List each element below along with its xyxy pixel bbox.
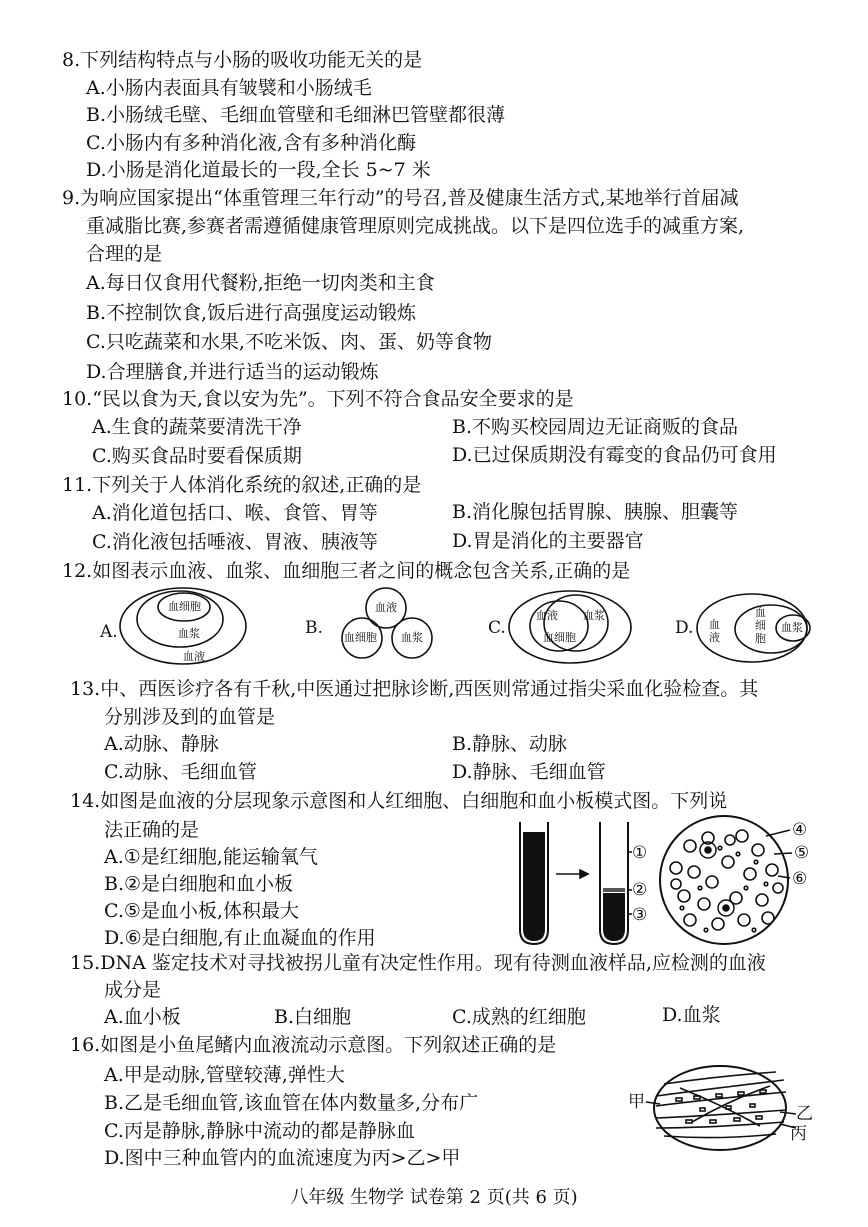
q11-stem: 11.下列关于人体消化系统的叙述,正确的是	[62, 474, 422, 496]
q10-option-d: D.已过保质期没有霉变的食品仍可食用	[452, 444, 777, 466]
q15-option-a: A.血小板	[104, 1006, 181, 1028]
q11-option-c: C.消化液包括唾液、胃液、胰液等	[92, 531, 378, 553]
q8-option-b: B.小肠绒毛壁、毛细血管壁和毛细淋巴管壁都很薄	[86, 104, 506, 126]
q9-stem-line3: 合理的是	[86, 243, 163, 265]
q9-option-b: B.不控制饮食,饭后进行高强度运动锻炼	[86, 302, 417, 324]
q15-option-d: D.血浆	[662, 1004, 721, 1026]
q13-stem-line2: 分别涉及到的血管是	[104, 706, 276, 728]
q12-letter-b: B.	[305, 618, 323, 638]
q13-stem-line1: 13.中、西医诊疗各有千秋,中医通过把脉诊断,西医则常通过指尖采血化验检查。其	[70, 678, 759, 700]
q12-c-right-label: 血浆	[583, 609, 605, 622]
q12-letter-c: C.	[488, 618, 506, 638]
q16-label-yi: 乙	[796, 1104, 813, 1124]
q12-d-outer-label-2: 液	[709, 631, 720, 644]
q10-stem: 10.“民以食为天,食以安为先”。下列不符合食品安全要求的是	[62, 388, 574, 410]
q9-option-c: C.只吃蔬菜和水果,不吃米饭、肉、蛋、奶等食物	[86, 331, 492, 353]
q11-option-a: A.消化道包括口、喉、食管、胃等	[92, 502, 378, 524]
q14-marker-2: ②	[632, 880, 648, 900]
q8-option-d: D.小肠是消化道最长的一段,全长 5~7 米	[86, 159, 431, 181]
q13-option-b: B.静脉、动脉	[452, 733, 568, 755]
q14-stem-line2: 法正确的是	[104, 819, 200, 841]
q12-a-outer-label: 血液	[183, 650, 205, 663]
q12-a-inner-label: 血细胞	[168, 600, 201, 613]
q12-letter-a: A.	[100, 622, 118, 642]
q10-option-c: C.购买食品时要看保质期	[92, 445, 302, 467]
q8-option-a: A.小肠内表面具有皱襞和小肠绒毛	[86, 77, 372, 99]
q12-d-outer-label-1: 血	[709, 618, 720, 631]
q16-option-c: C.丙是静脉,静脉中流动的都是静脉血	[104, 1120, 415, 1142]
q10-option-b: B.不购买校园周边无证商贩的食品	[452, 416, 739, 438]
q14-marker-3: ③	[632, 905, 648, 925]
q9-stem-line2: 重减脂比赛,参赛者需遵循健康管理原则完成挑战。以下是四位选手的减重方案,	[86, 215, 745, 237]
q9-option-a: A.每日仅食用代餐粉,拒绝一切肉类和主食	[86, 272, 435, 294]
q9-stem-line1: 9.为响应国家提出“体重管理三年行动”的号召,普及健康生活方式,某地举行首届减	[62, 187, 739, 209]
q14-marker-4: ④	[792, 820, 808, 840]
q16-option-b: B.乙是毛细血管,该血管在体内数量多,分布广	[104, 1092, 479, 1114]
q15-stem-line1: 15.DNA 鉴定技术对寻找被拐儿童有决定性作用。现有待测血液样品,应检测的血液	[70, 952, 766, 974]
q12-letter-d: D.	[675, 618, 694, 638]
q14-marker-1: ①	[632, 843, 648, 863]
q13-option-d: D.静脉、毛细血管	[452, 761, 606, 783]
q12-d-mid-label-2: 细	[755, 619, 766, 632]
q12-c-bottom-label: 血细胞	[543, 631, 576, 644]
q13-option-a: A.动脉、静脉	[104, 733, 219, 755]
q12-d-inner-label: 血浆	[781, 621, 803, 634]
q12-d-mid-label-3: 胞	[755, 632, 766, 645]
q12-d-mid-label-1: 血	[755, 606, 766, 619]
q16-label-jia: 甲	[628, 1092, 645, 1112]
q12-a-middle-label: 血浆	[178, 627, 200, 640]
q11-option-d: D.胃是消化的主要器官	[452, 530, 644, 552]
q16-stem: 16.如图是小鱼尾鳍内血液流动示意图。下列叙述正确的是	[70, 1034, 557, 1056]
q15-option-c: C.成熟的红细胞	[452, 1006, 586, 1028]
q14-stem-line1: 14.如图是血液的分层现象示意图和人红细胞、白细胞和血小板模式图。下列说	[70, 790, 728, 812]
q14-marker-5: ⑤	[794, 843, 810, 863]
q12-c-left-label: 血液	[536, 609, 558, 622]
q14-option-d: D.⑥是白细胞,有止血凝血的作用	[104, 927, 376, 949]
q11-option-b: B.消化腺包括胃腺、胰腺、胆囊等	[452, 501, 739, 523]
q14-option-a: A.①是红细胞,能运输氧气	[104, 846, 318, 868]
q14-option-b: B.②是白细胞和血小板	[104, 873, 294, 895]
q14-marker-6: ⑥	[792, 869, 808, 889]
q12-stem: 12.如图表示血液、血浆、血细胞三者之间的概念包含关系,正确的是	[62, 560, 631, 582]
q16-option-a: A.甲是动脉,管壁较薄,弹性大	[104, 1064, 345, 1086]
q16-option-d: D.图中三种血管内的血流速度为丙>乙>甲	[104, 1147, 461, 1169]
q12-b-right-label: 血浆	[401, 631, 423, 644]
page-footer: 八年级 生物学 试卷第 2 页(共 6 页)	[290, 1187, 578, 1208]
q15-option-b: B.白细胞	[274, 1006, 352, 1028]
q16-label-bing: 丙	[790, 1124, 807, 1144]
q12-b-top-label: 血液	[375, 601, 397, 614]
q14-option-c: C.⑤是血小板,体积最大	[104, 900, 299, 922]
q13-option-c: C.动脉、毛细血管	[104, 761, 257, 783]
q8-option-c: C.小肠内有多种消化液,含有多种消化酶	[86, 132, 416, 154]
q12-b-left-label: 血细胞	[344, 631, 377, 644]
q8-stem: 8.下列结构特点与小肠的吸收功能无关的是	[62, 49, 423, 71]
q9-option-d: D.合理膳食,并进行适当的运动锻炼	[86, 361, 379, 383]
q15-stem-line2: 成分是	[104, 979, 162, 1001]
q10-option-a: A.生食的蔬菜要清洗干净	[92, 416, 302, 438]
